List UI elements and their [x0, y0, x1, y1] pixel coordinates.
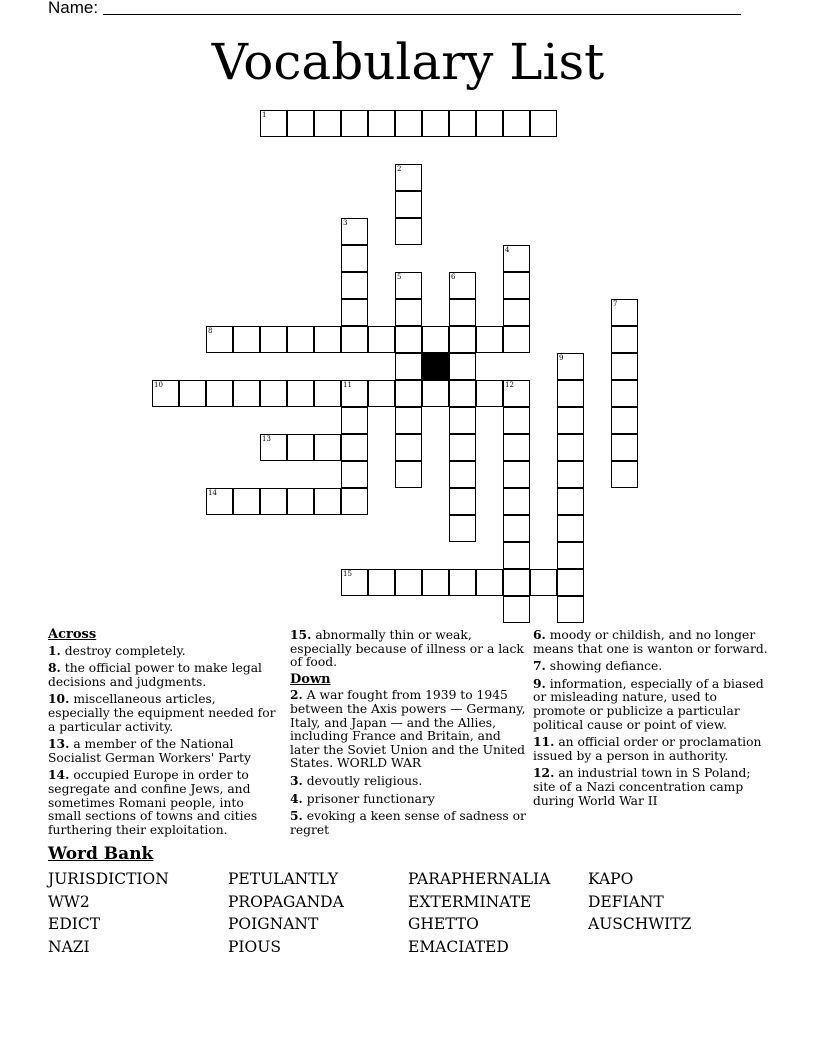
- cell-number: 14: [208, 489, 217, 497]
- grid-cell[interactable]: [260, 326, 287, 353]
- clue-number: 12.: [533, 765, 555, 781]
- word-bank-word: PIOUS: [228, 937, 281, 956]
- clue-item: [533, 677, 769, 732]
- clue-item: [48, 768, 280, 837]
- clue-number: 5.: [290, 808, 303, 824]
- clue-item: [290, 774, 526, 789]
- grid-cell[interactable]: [341, 434, 368, 461]
- grid-cell[interactable]: [341, 407, 368, 434]
- clue-item: [290, 809, 526, 837]
- grid-cell[interactable]: [341, 245, 368, 272]
- word-bank-word: PETULANTLY: [228, 870, 339, 888]
- word-bank-word: NAZI: [48, 937, 90, 956]
- cell-number: 12: [505, 381, 514, 389]
- grid-cell[interactable]: [449, 353, 476, 380]
- grid-cell[interactable]: [611, 353, 638, 380]
- clue-item: [533, 659, 769, 674]
- clue-number: 15.: [290, 627, 312, 642]
- clue-number: 4.: [290, 790, 303, 806]
- grid-cell[interactable]: [449, 407, 476, 434]
- grid-cell[interactable]: [233, 380, 260, 407]
- grid-cell[interactable]: [368, 569, 395, 596]
- cell-number: 1: [262, 111, 267, 119]
- clue-text: devoutly religious.: [302, 773, 423, 788]
- cell-number: 3: [343, 219, 348, 227]
- clue-text: prisoner functionary: [302, 791, 435, 806]
- word-bank-word: EXTERMINATE: [408, 892, 532, 911]
- word-bank-column: [408, 868, 550, 958]
- grid-cell[interactable]: [557, 353, 584, 380]
- clue-text: moody or childish, and no longer means that one is wanton or forward.: [533, 628, 768, 656]
- word-bank-word: EDICT: [48, 915, 101, 934]
- clue-number: 6.: [533, 627, 546, 642]
- clue-item: [533, 766, 769, 808]
- grid-cell[interactable]: [449, 515, 476, 542]
- grid-cell[interactable]: [557, 380, 584, 407]
- grid-cell[interactable]: [395, 461, 422, 488]
- grid-cell[interactable]: [557, 515, 584, 542]
- grid-cell[interactable]: [287, 434, 314, 461]
- grid-cell[interactable]: [341, 461, 368, 488]
- clue-item: [48, 661, 280, 689]
- grid-cell[interactable]: [503, 407, 530, 434]
- grid-cell[interactable]: [611, 407, 638, 434]
- cell-number: 5: [397, 273, 402, 281]
- grid-cell[interactable]: [395, 110, 422, 137]
- grid-cell[interactable]: [503, 461, 530, 488]
- grid-cell[interactable]: [503, 434, 530, 461]
- clue-number: 10.: [48, 691, 70, 707]
- clue-text: destroy completely.: [60, 643, 186, 658]
- clue-text: abnormally thin or weak, especially because of illness or a lack of food.: [290, 628, 524, 670]
- word-bank-word: AUSCHWITZ: [588, 915, 692, 934]
- word-bank-word: KAPO: [588, 870, 634, 888]
- grid-cell[interactable]: [503, 569, 530, 596]
- grid-cell[interactable]: [260, 488, 287, 515]
- grid-cell[interactable]: [449, 461, 476, 488]
- grid-cell[interactable]: [395, 326, 422, 353]
- grid-cell[interactable]: [422, 110, 449, 137]
- grid-cell[interactable]: [368, 110, 395, 137]
- grid-cell[interactable]: [260, 434, 287, 461]
- grid-cell[interactable]: [449, 380, 476, 407]
- grid-cell[interactable]: [341, 272, 368, 299]
- word-bank-word: POIGNANT: [228, 915, 319, 934]
- word-bank-column: [228, 868, 344, 958]
- grid-cell[interactable]: [476, 110, 503, 137]
- grid-cell[interactable]: [314, 326, 341, 353]
- word-bank-column: [48, 868, 169, 958]
- clue-number: 7.: [533, 658, 546, 674]
- cell-number: 13: [262, 435, 271, 443]
- clue-text: information, especially of a biased or misleading nature, used to promote or publicize a particular political cause or point of view.: [533, 676, 764, 732]
- clue-item: [290, 628, 526, 670]
- grid-cell[interactable]: [395, 353, 422, 380]
- grid-cell[interactable]: [503, 596, 530, 623]
- clue-item: [48, 644, 280, 659]
- grid-cell[interactable]: [395, 191, 422, 218]
- word-bank-word: GHETTO: [408, 915, 479, 934]
- grid-cell[interactable]: [611, 299, 638, 326]
- grid-cell[interactable]: [260, 380, 287, 407]
- word-bank-word: DEFIANT: [588, 892, 664, 911]
- clue-item: [290, 688, 526, 771]
- grid-cell[interactable]: [557, 407, 584, 434]
- clue-text: a member of the National Socialist German Workers' Party: [48, 737, 251, 765]
- clue-number: 2.: [290, 687, 303, 703]
- grid-cell[interactable]: [314, 380, 341, 407]
- clue-text: miscellaneous articles, especially the equipment needed for a particular activity.: [48, 692, 276, 734]
- grid-cell[interactable]: [422, 326, 449, 353]
- grid-cell[interactable]: [341, 299, 368, 326]
- grid-cell[interactable]: [503, 110, 530, 137]
- clue-text: showing defiance.: [545, 659, 663, 674]
- grid-cell[interactable]: [503, 488, 530, 515]
- grid-cell[interactable]: [341, 488, 368, 515]
- word-bank-word: PROPAGANDA: [228, 892, 344, 911]
- grid-cell[interactable]: [449, 434, 476, 461]
- grid-cell[interactable]: [206, 326, 233, 353]
- clue-item: [290, 792, 526, 807]
- cell-number: 15: [343, 570, 352, 578]
- grid-cell[interactable]: [341, 569, 368, 596]
- clue-number: 1.: [48, 642, 61, 658]
- clue-item: [533, 628, 769, 656]
- cell-number: 11: [343, 381, 352, 389]
- grid-cell[interactable]: [314, 110, 341, 137]
- grid-cell[interactable]: [557, 434, 584, 461]
- down-heading: Down: [290, 671, 331, 687]
- grid-cell[interactable]: [503, 542, 530, 569]
- clue-text: evoking a keen sense of sadness or regret: [290, 809, 526, 837]
- grid-cell[interactable]: [503, 245, 530, 272]
- cell-number: 4: [505, 246, 510, 254]
- clue-column-3: [533, 628, 769, 811]
- grid-cell[interactable]: [476, 569, 503, 596]
- grid-cell[interactable]: [476, 326, 503, 353]
- grid-cell[interactable]: [341, 110, 368, 137]
- grid-cell[interactable]: [395, 407, 422, 434]
- grid-cell[interactable]: [557, 596, 584, 623]
- grid-cell[interactable]: [287, 326, 314, 353]
- grid-cell[interactable]: [611, 461, 638, 488]
- cell-number: 2: [397, 165, 402, 173]
- grid-cell[interactable]: [233, 488, 260, 515]
- clue-text: the official power to make legal decisions and judgments.: [48, 661, 262, 689]
- grid-cell[interactable]: [395, 299, 422, 326]
- grid-cell[interactable]: [611, 434, 638, 461]
- clue-item: [533, 735, 769, 763]
- grid-cell[interactable]: [260, 110, 287, 137]
- page-title: Vocabulary List: [211, 33, 605, 91]
- grid-cell[interactable]: [341, 380, 368, 407]
- grid-cell[interactable]: [314, 434, 341, 461]
- word-bank-column: [588, 868, 691, 936]
- clue-text: A war fought from 1939 to 1945 between the Axis powers — Germany, Italy, and Japan — and the Allies, including France and Britain, and later the Soviet Union and the United States. WORLD WAR: [290, 688, 526, 771]
- grid-cell[interactable]: [611, 326, 638, 353]
- grid-cell[interactable]: [233, 326, 260, 353]
- word-bank-title: Word Bank: [48, 844, 154, 864]
- clue-item: [48, 737, 280, 765]
- grid-cell[interactable]: [476, 380, 503, 407]
- grid-cell[interactable]: [395, 164, 422, 191]
- grid-cell[interactable]: [395, 272, 422, 299]
- blocked-cell: [422, 353, 449, 380]
- grid-cell[interactable]: [557, 461, 584, 488]
- grid-cell[interactable]: [449, 488, 476, 515]
- clue-number: 9.: [533, 675, 546, 691]
- grid-cell[interactable]: [557, 569, 584, 596]
- grid-cell[interactable]: [179, 380, 206, 407]
- word-bank-word: JURISDICTION: [48, 870, 169, 888]
- grid-cell[interactable]: [314, 488, 341, 515]
- grid-cell[interactable]: [503, 515, 530, 542]
- grid-cell[interactable]: [449, 299, 476, 326]
- clue-item: [48, 692, 280, 734]
- grid-cell[interactable]: [422, 380, 449, 407]
- grid-cell[interactable]: [449, 569, 476, 596]
- cell-number: 9: [559, 354, 564, 362]
- grid-cell[interactable]: [287, 380, 314, 407]
- clue-column-2: [290, 628, 526, 840]
- cell-number: 7: [613, 300, 618, 308]
- grid-cell[interactable]: [287, 488, 314, 515]
- clue-number: 3.: [290, 772, 303, 788]
- grid-cell[interactable]: [503, 326, 530, 353]
- across-heading: Across: [48, 627, 97, 642]
- grid-cell[interactable]: [395, 380, 422, 407]
- grid-cell[interactable]: [557, 542, 584, 569]
- grid-cell[interactable]: [503, 380, 530, 407]
- grid-cell[interactable]: [530, 569, 557, 596]
- word-bank-word: PARAPHERNALIA: [408, 870, 551, 888]
- grid-cell[interactable]: [449, 272, 476, 299]
- grid-cell[interactable]: [206, 380, 233, 407]
- cell-number: 8: [208, 327, 213, 335]
- clue-number: 14.: [48, 767, 70, 783]
- grid-cell[interactable]: [287, 110, 314, 137]
- grid-cell[interactable]: [368, 380, 395, 407]
- name-label: Name:: [48, 0, 99, 17]
- grid-cell[interactable]: [206, 488, 233, 515]
- cell-number: 6: [451, 273, 456, 281]
- grid-cell[interactable]: [449, 110, 476, 137]
- clue-text: occupied Europe in order to segregate and confine Jews, and sometimes Romani people, into small sections of towns and cities furthering their exploitation.: [48, 768, 258, 837]
- clue-column-1: [48, 628, 280, 840]
- grid-cell[interactable]: [503, 299, 530, 326]
- grid-cell[interactable]: [395, 218, 422, 245]
- grid-cell[interactable]: [530, 110, 557, 137]
- clue-number: 8.: [48, 660, 61, 676]
- cell-number: 10: [154, 381, 163, 389]
- grid-cell[interactable]: [368, 326, 395, 353]
- grid-cell[interactable]: [557, 488, 584, 515]
- clue-text: an official order or proclamation issued by a person in authority.: [533, 735, 762, 763]
- grid-cell[interactable]: [611, 380, 638, 407]
- clue-number: 13.: [48, 736, 70, 752]
- grid-cell[interactable]: [503, 272, 530, 299]
- clue-number: 11.: [533, 734, 555, 750]
- word-bank-word: WW2: [48, 892, 90, 911]
- clue-text: an industrial town in S Poland; site of a Nazi concentration camp during World War II: [533, 766, 751, 808]
- grid-cell[interactable]: [152, 380, 179, 407]
- grid-cell[interactable]: [422, 569, 449, 596]
- grid-cell[interactable]: [395, 569, 422, 596]
- word-bank-word: EMACIATED: [408, 937, 509, 956]
- grid-cell[interactable]: [341, 218, 368, 245]
- grid-cell[interactable]: [395, 434, 422, 461]
- grid-cell[interactable]: [449, 326, 476, 353]
- grid-cell[interactable]: [341, 326, 368, 353]
